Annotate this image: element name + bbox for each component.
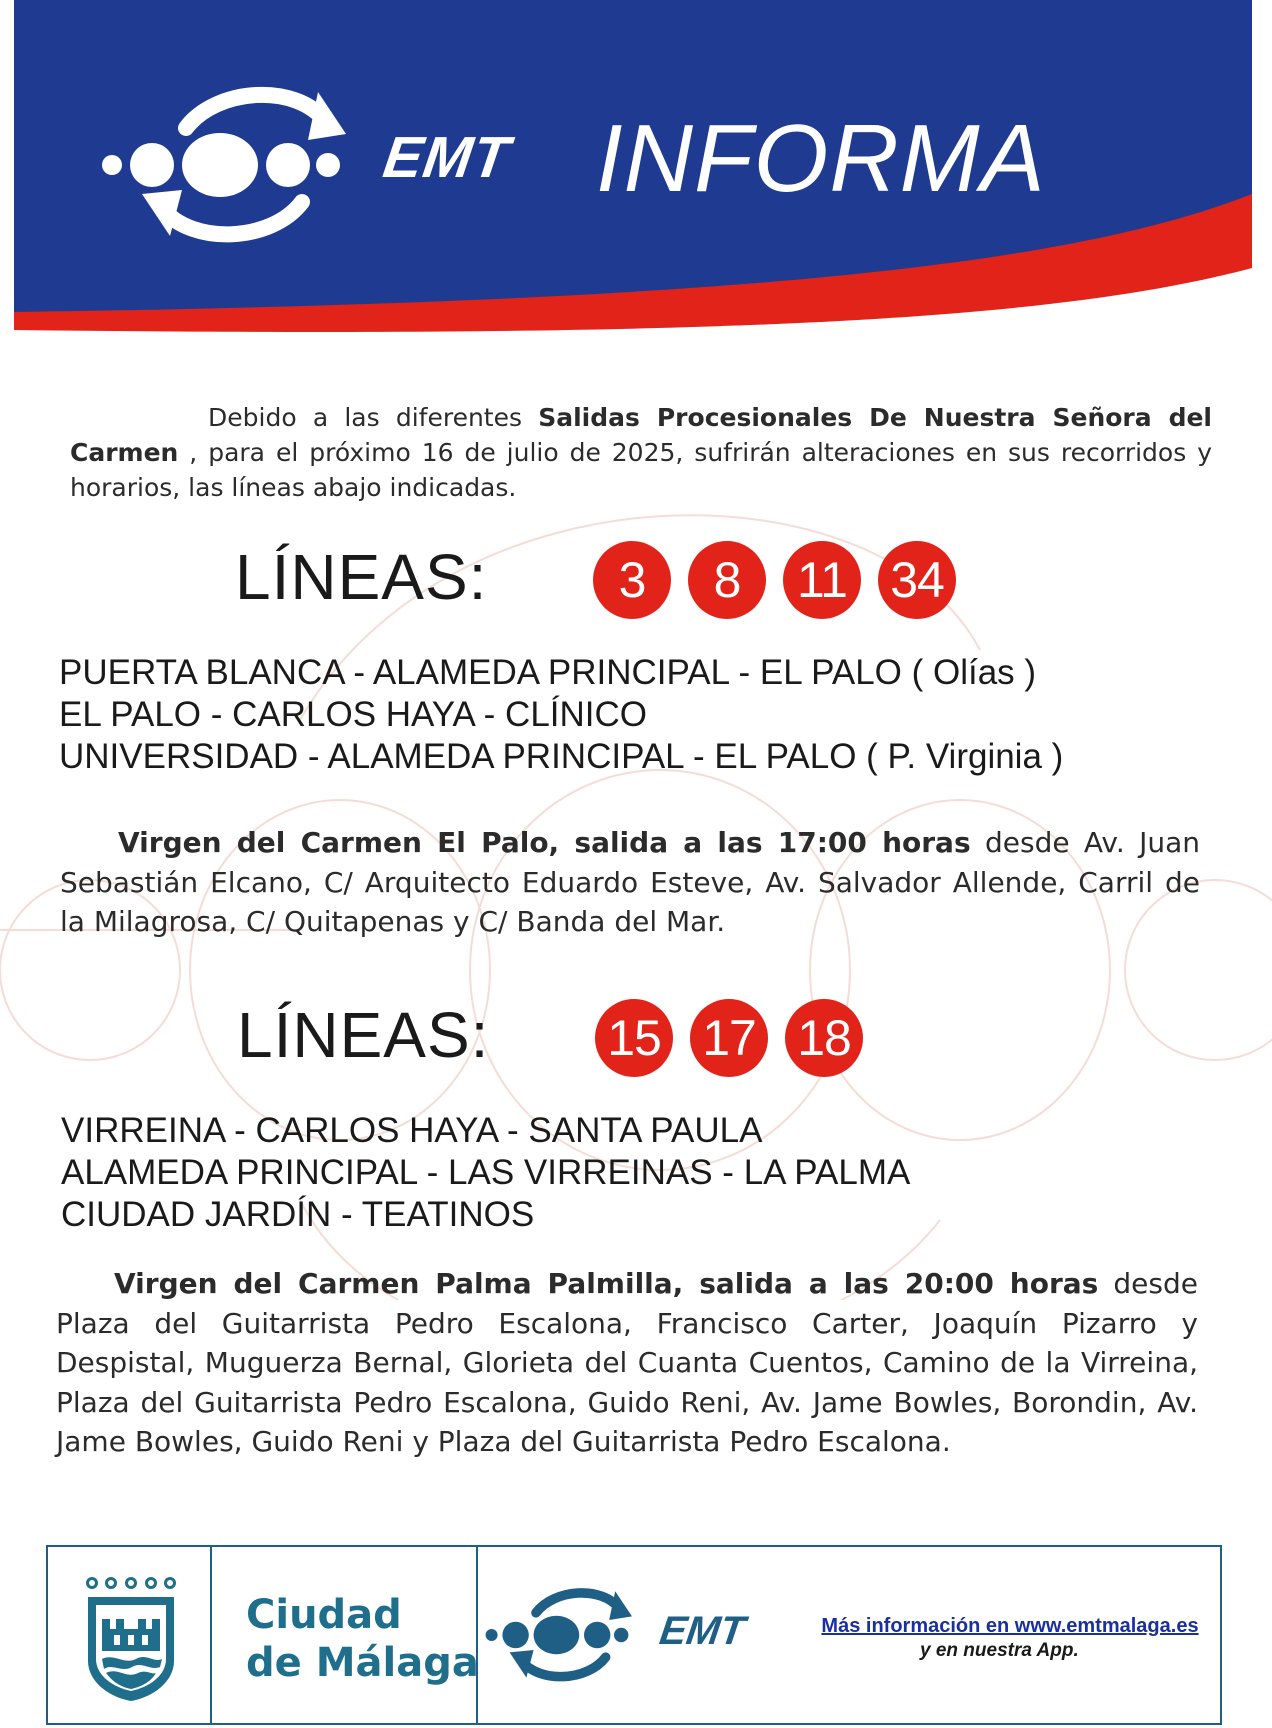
footer-divider: [210, 1547, 212, 1723]
line-badge: 15: [595, 999, 673, 1077]
lines-title-1: LÍNEAS:: [235, 541, 488, 613]
svg-text:✦: ✦: [142, 1606, 153, 1620]
route-item: ALAMEDA PRINCIPAL - LAS VIRREINAS - LA PALMA: [61, 1153, 911, 1192]
route-item: VIRREINA - CARLOS HAYA - SANTA PAULA: [61, 1111, 763, 1150]
line-badges-2: [595, 999, 863, 1077]
route-item: EL PALO - CARLOS HAYA - CLÍNICO: [59, 695, 648, 734]
procession-route-2: desde Plaza del Guitarrista Pedro Escalona, Francisco Carter, Joaquín Pizarro y Despistal, Muguerza Bernal, Glorieta del Cuanta Cuentos, Camino de la Virreina, Plaza del Guitarrista Pedro Escalona, Guido Reni, Av. Jame Bowles, Borondin, Av. Jame Bowles, Guido Reni y Plaza del Guitarrista Pedro Escalona.: [56, 1267, 1198, 1458]
footer-box: [46, 1545, 1222, 1725]
line-badges-1: [593, 541, 956, 619]
city-shield-icon: [84, 1573, 178, 1701]
footer-emt-logo-icon: [482, 1575, 662, 1695]
line-badge: 3: [593, 541, 671, 619]
line-badge: 17: [690, 999, 768, 1077]
route-item: CIUDAD JARDÍN - TEATINOS: [61, 1195, 535, 1234]
header-title: INFORMA: [596, 105, 1046, 212]
city-name: [246, 1591, 479, 1687]
route-item: UNIVERSIDAD - ALAMEDA PRINCIPAL - EL PALO ( P. Virginia ): [59, 737, 1064, 776]
intro-text-1: Debido a las diferentes: [208, 403, 539, 432]
route-item: PUERTA BLANCA - ALAMEDA PRINCIPAL - EL PALO ( Olías ): [59, 653, 1037, 692]
footer-emt-brand: EMT: [656, 1609, 748, 1653]
header-emt-brand: EMT: [379, 125, 515, 190]
city-line-2: de Málaga: [246, 1640, 479, 1686]
intro-paragraph: [70, 400, 1212, 505]
svg-text:✦: ✦: [106, 1606, 117, 1620]
route-list-1: [59, 652, 1063, 778]
header-banner: [0, 0, 1272, 350]
lines-title-2: LÍNEAS:: [237, 999, 490, 1071]
procession-route-1: desde Av. Juan Sebastián Elcano, C/ Arquitecto Eduardo Esteve, Av. Salvador Allende, Carril de la Milagrosa, C/ Quitapenas y C/ Banda del Mar.: [60, 826, 1200, 938]
route-list-2: [61, 1110, 910, 1236]
procession-title-2: Virgen del Carmen Palma Palmilla, salida a las 20:00 horas: [114, 1267, 1099, 1300]
intro-text-2: , para el próximo 16 de julio de 2025, sufrirán alteraciones en sus recorridos y horarios, las líneas abajo indicadas.: [70, 438, 1212, 502]
more-info-link[interactable]: Más información en www.emtmalaga.es: [821, 1615, 1199, 1637]
line-badge: 8: [688, 541, 766, 619]
svg-text:✦: ✦: [124, 1606, 135, 1620]
city-line-1: Ciudad: [246, 1592, 402, 1638]
line-badge: 18: [785, 999, 863, 1077]
app-text: y en nuestra App.: [920, 1640, 1079, 1661]
procession-detail-1: [60, 823, 1200, 942]
line-badge: 11: [783, 541, 861, 619]
line-badge: 34: [878, 541, 956, 619]
emt-logo-icon: [96, 70, 396, 260]
intro-bold: Salidas Procesionales De Nuestra Señora del Carmen: [70, 403, 1213, 467]
procession-detail-2: [56, 1264, 1198, 1462]
more-info-block: [790, 1615, 1230, 1662]
procession-title-1: Virgen del Carmen El Palo, salida a las 17:00 horas: [118, 826, 971, 859]
